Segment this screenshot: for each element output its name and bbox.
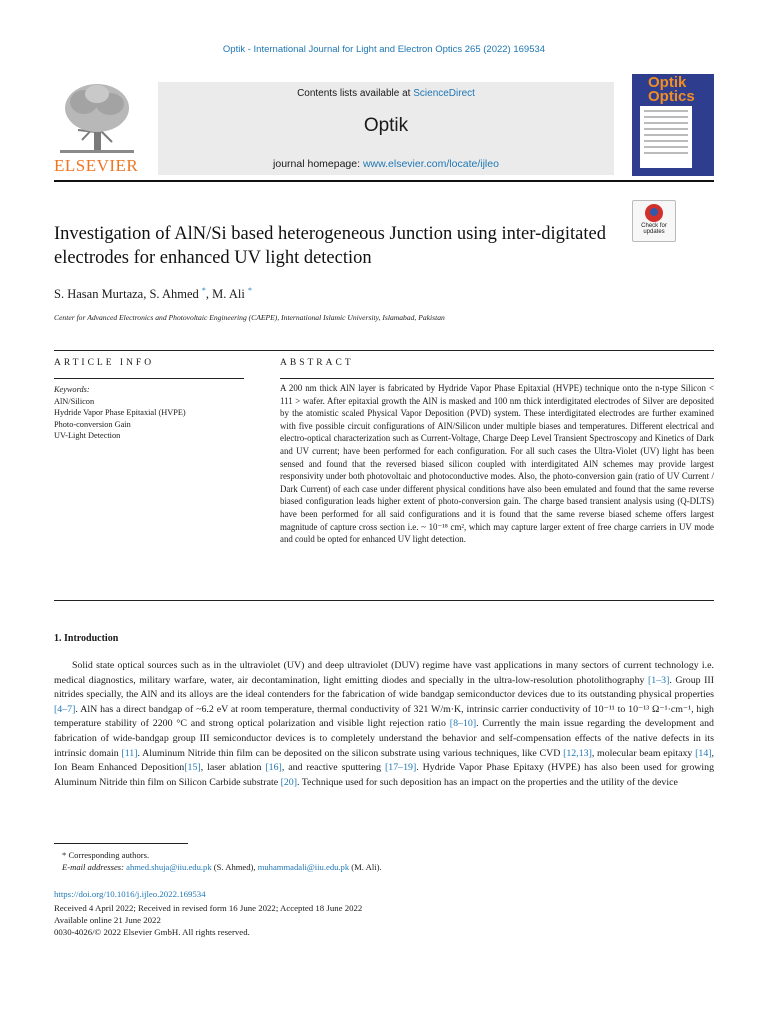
author-list: S. Hasan Murtaza, S. Ahmed *, M. Ali * [54, 286, 252, 302]
section-divider [54, 378, 244, 379]
contents-prefix: Contents lists available at [297, 88, 414, 99]
citation-link[interactable]: [12,13] [563, 747, 592, 759]
paragraph-text: , Ion Beam Enhanced Deposition [54, 747, 715, 774]
journal-masthead [158, 82, 614, 175]
journal-reference-link[interactable]: Optik - International Journal for Light and Electron Optics 265 (2022) 169534 [222, 44, 546, 55]
journal-homepage-link[interactable]: www.elsevier.com/locate/ijleo [362, 158, 499, 170]
author-name: S. Hasan Murtaza, [54, 287, 150, 302]
journal-name: Optik [363, 115, 409, 136]
paragraph-text: . Aluminum Nitride thin film can be deposited on the silicon substrate using various techniques, like CVD [137, 747, 564, 759]
affiliation: Center for Advanced Electronics and Photovoltaic Engineering (CAEPE), International Islamic University, Islamabad, Pakistan [54, 313, 445, 322]
abstract-text: A 200 nm thick AlN layer is fabricated by Hydride Vapor Phase Epitaxial (HVPE) technique onto the n-type Silicon < 111 > wafer. After epitaxial growth the AlN is masked and 100 nm thick interdigitated electrodes of Silver are deposited by the atomistic scaled Physical Vapor Deposition (PVD) system. These interdigitated electrodes are further examined with five possible circuit configurations of AlN/Silicon under multiple biases and temperatures. Different electrical and electro-optical characterization such as Current-Voltage, Charge Deep Level Transient Spectroscopy and Kinetics of Dark and UV current; have been performed for each configuration. For all such cases the Ultra-Violet (UV) light has been sensed and found that the reversed biased silicon coupled with interdigitated AlN schemes may provide largest responsivity under both photovoltaic and photoconductive modes. Also, the photo-conversion gain (ratio of UV Current / Dark Current) of each case under different physical conditions have also been emulated and found that the same reverse biased configuration leads higher extent of photo-conversion gain. The charge based transient analysis using (Q-DLTS) have been performed for all said configurations and it is found that the same reverse biased scheme offers largest magnitude of capture cross section i.e. ~ 10⁻¹⁸ cm², which may capture larger extent of free charge carriers in UV mode and could be opted for enhanced UV light detection. [280, 383, 714, 545]
keyword: Photo-conversion Gain [54, 419, 131, 429]
paragraph-text: . Technique used for such deposition has an impact on the properties and the utility of the device [297, 776, 678, 788]
cover-title-line1: Optik [648, 74, 687, 91]
citation-link[interactable]: [15] [184, 762, 201, 774]
citation-link[interactable]: [8–10] [449, 718, 477, 730]
introduction-paragraph [54, 659, 714, 790]
paragraph-text: , laser ablation [200, 762, 266, 774]
paragraph-text: . Hydride Vapor Phase Epitaxy (HVPE) has also been used for growing Aluminum Nitride thin film on Silicon Carbide substrate [54, 762, 715, 788]
cover-title [648, 76, 695, 104]
contents-line [158, 88, 614, 99]
email-link[interactable]: muhammadali@iiu.edu.pk [257, 862, 350, 872]
email-footnote [62, 861, 382, 873]
section-divider [280, 378, 714, 379]
citation-link[interactable]: [16] [265, 762, 282, 774]
header-divider [54, 180, 714, 182]
paragraph-text: . AlN has a direct bandgap of ~6.2 eV at room temperature, thermal conductivity of 321 W/m·K, intrinsic carrier conductivity of 10⁻¹¹ to 10⁻¹³ Ω⁻¹·cm⁻¹, high temperature stability of 2200 °C and strong optical polarization and visible light rejection ratio [54, 703, 714, 730]
email-link[interactable]: ahmed.shuja@iiu.edu.pk [126, 862, 212, 872]
citation-link[interactable]: [17–19] [385, 762, 417, 774]
check-badge-line1: Check for [641, 223, 667, 229]
check-for-updates-button[interactable] [632, 200, 676, 242]
paragraph-text: . Currently the main issue regarding the development and fabrication of wide-bandgap group III semiconductor devices is to completely understand the behavior and self-compensation effects of the native defects in its intrinsic domain [54, 718, 714, 759]
homepage-prefix: journal homepage: [273, 158, 363, 170]
keywords-label: Keywords: [54, 385, 90, 394]
author-name: M. Ali [212, 287, 245, 302]
corresponding-author-link[interactable]: * [201, 286, 206, 295]
available-online: Available online 21 June 2022 [54, 915, 161, 925]
journal-cover-image[interactable] [632, 74, 714, 176]
citation-link[interactable]: [20] [280, 776, 298, 788]
paragraph-text: , molecular beam epitaxy [591, 747, 696, 759]
homepage-line [158, 158, 614, 170]
abstract-heading: ABSTRACT [280, 358, 354, 368]
article-info-heading: ARTICLE INFO [54, 358, 155, 368]
email-owner: (M. Ali). [349, 862, 382, 872]
check-badge-line2: updates [643, 229, 665, 235]
cover-title-line2: Optics [648, 88, 695, 105]
doi-link[interactable]: https://doi.org/10.1016/j.ijleo.2022.169534 [54, 889, 206, 899]
citation-link[interactable]: [14] [695, 747, 712, 759]
paragraph-text: Solid state optical sources such as in the ultraviolet (UV) and deep ultraviolet (DUV) regime have vast applications in many sectors of current technology i.e. medical diagnostics, military warfare, water, air decontamination, light emitting diodes and specially in the ultra-low-resolution photolithography [54, 660, 714, 686]
section-divider [54, 600, 714, 601]
email-label: E-mail addresses: [62, 862, 127, 872]
keyword: Hydride Vapor Phase Epitaxial (HVPE) [54, 408, 186, 417]
citation-link[interactable]: [4–7] [54, 703, 76, 715]
footnote-divider [54, 843, 188, 844]
keyword: UV-Light Detection [54, 431, 121, 440]
corresponding-footnote: * Corresponding authors. [62, 850, 150, 860]
citation-link[interactable]: [1–3] [647, 674, 670, 686]
paragraph-text: . Group III nitrides specially, the AlN and its alloys are the ideal contenders for the fabrication of wide bandgap semiconductor devices due to its outstanding physical properties [54, 674, 714, 701]
publisher-name: ELSEVIER [54, 156, 139, 175]
sciencedirect-link[interactable]: ScienceDirect [413, 88, 475, 99]
section-divider [54, 350, 714, 351]
cover-page-thumbnail [640, 106, 692, 168]
received-dates: Received 4 April 2022; Received in revised form 16 June 2022; Accepted 18 June 2022 [54, 903, 363, 913]
author-name: S. Ahmed [149, 287, 199, 302]
introduction-heading: 1. Introduction [54, 633, 119, 644]
paragraph-text: , and reactive sputtering [281, 762, 385, 774]
email-owner: (S. Ahmed), [211, 862, 258, 872]
paper-title: Investigation of AlN/Si based heterogeneous Junction using inter-digitated electrodes for enhanced UV light detection [54, 224, 606, 268]
keyword: AlN/Silicon [54, 396, 95, 406]
corresponding-author-link[interactable]: * [247, 286, 252, 295]
citation-link[interactable]: [11] [121, 747, 138, 759]
keywords-block [54, 384, 244, 442]
copyright: 0030-4026/© 2022 Elsevier GmbH. All rights reserved. [54, 927, 250, 937]
crossmark-icon [645, 204, 663, 222]
